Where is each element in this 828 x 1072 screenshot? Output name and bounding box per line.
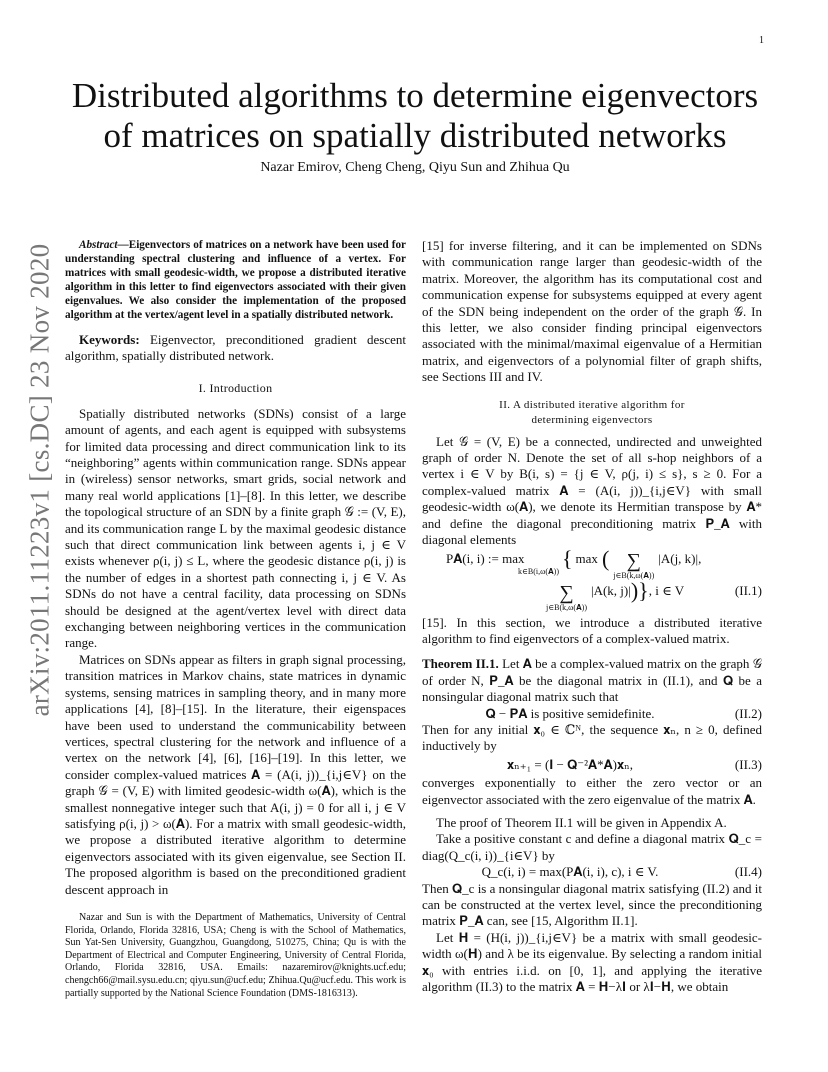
equation-II1 [446,545,762,613]
theorem-text-3: converges exponentially to either the zero vector or an eigenvector associated with the zero eigenvalue of the matrix 𝐀. [422,775,762,807]
eq-II1-number: (II.1) [734,582,762,598]
eq-II4-number: (II.4) [734,864,762,880]
eq-II1-term1: |A(j, k)|, [658,550,702,566]
theorem-label: Theorem II.1. [422,656,499,672]
theorem-text: Let 𝐀 be a complex-valued matrix on the graph 𝒢 of order N, 𝐏_𝐀 be the diagonal matrix in (II.1), and 𝐐 be a nonsingular diagonal matrix such that [422,656,762,705]
section-heading-2-line1: II. A distributed iterative algorithm for [499,398,685,411]
footnote [65,912,406,1000]
intro-paragraph-1: Spatially distributed networks (SDNs) consist of a large amount of agents, and each agent is equipped with subsystems for limited data processing and direct communication link to its “neighboring” agents within communication range. SDNs appear in (wireless) sensor networks, smart grids, social network and many real world applications [1]–[8]. In this letter, we describe the topological structure of an SDN by a finite graph 𝒢 := (V, E), and its communication range L by the maximal geodesic distance such that direct communication link between agents i, j ∈ V exists whenever ρ(i, j) ≤ L, where the geodesic distance ρ(i, j) is the number of edges in a shortest path connecting i, j ∈ V. As SDNs do not have a central facility, data processing on SDNs should be designed at the agent/vertex level with direct data exchanging between neighboring vertices in the communication range. [65,405,406,651]
page-number: 1 [759,35,764,46]
eq-II4-body: Q_c(i, i) = max(P𝐀(i, i), c), i ∈ V. [481,864,659,880]
section-heading-2-line2: determining eigenvectors [531,413,653,426]
author-list: Nazar Emirov, Cheng Cheng, Qiyu Sun and Zhihua Qu [260,160,570,175]
section-heading-introduction: I. Introduction [198,381,273,396]
keywords [65,332,406,365]
eq-II1-max-sub: k∈B(i,ω(𝐀)) [518,566,559,576]
eq-II3-body: 𝐱ₙ₊₁ = (𝐈 − 𝐐⁻²𝐀*𝐀)𝐱ₙ, [506,756,634,772]
left-column [65,238,406,898]
eq-II2-number: (II.2) [734,705,762,721]
right-column [422,238,762,995]
equation-II2 [422,706,762,722]
eq-II1-term2: |A(k, j)| [590,582,631,598]
keywords-label: Keywords: [79,331,140,347]
paper-title: Distributed algorithms to determine eigenvectors of matrices on spatially distributed networks [71,76,759,155]
eq-II1-inner-max: max [575,550,598,566]
arxiv-watermark [10,243,70,717]
eq-II1-sum-sub-2: j∈B(k,ω(𝐀)) [546,602,587,612]
eq-II1-sum-sub-1: j∈B(k,ω(𝐀)) [613,570,655,580]
footnote-text: Nazar and Sun is with the Department of Mathematics, University of Central Florida, Orlando, Florida 32816, USA; Cheng is with the School of Mathematics, Sun Yat-Sen University, Guangzhou, Guangdong, 510275, China; Qu is with the Department of Electrical and Computer Engineering, University of Central Florida, Orlando, Florida 32816, USA. Emails: nazaremirov@knights.ucf.edu; chengch66@mail.sysu.edu.cn; qiyu.sun@ucf.edu; Zhihua.Qu@ucf.edu. This work is partially supported by the National Science Foundation (DMS-1816313). [65,912,406,999]
section2-paragraph-4: Take a positive constant c and define a diagonal matrix 𝐐_c = diag(Q_c(i, i))_{i∈V} by [422,831,762,863]
theorem-II1 [422,656,762,705]
equation-II1-line1: P𝐀(i, i) := max k∈B(i,ω(𝐀)) { max ( ∑ j∈B(k,ω(𝐀)) |A(j, k)|, [446,545,702,580]
abstract [65,238,406,323]
section2-paragraph-5: Then 𝐐_c is a nonsingular diagonal matrix satisfying (II.2) and it can be constructed at the vertex level, since the preconditioning matrix 𝐏_𝐀 can, see [15, Algorithm II.1]. [422,880,762,929]
section2-paragraph-2: [15]. In this section, we introduce a distributed iterative algorithm to find eigenvectors of a complex-valued matrix. [422,614,762,646]
keywords-text: Eigenvector, preconditioned gradient descent algorithm, spatially distributed network. [65,331,406,363]
eq-II1-lhs: P𝐀(i, i) := max [446,550,525,566]
intro-paragraph-2: Matrices on SDNs appear as filters in graph signal processing, transition matrices in Markov chains, state matrices in dynamic systems, sensing matrices in sampling theory, and in many more applications [4], [8]–[15]. In the literature, their eigenspaces have been used to understand the communicability between vertices, spectral clustering for the network and influence of a vertex on the network [4], [6], [16]–[19]. In this letter, we consider complex-valued matrices 𝐀 = (A(i, j))_{i,j∈V} on the graph 𝒢 = (V, E) with limited geodesic-width ω(𝐀), which is the smallest nonnegative integer such that A(i, j) = 0 for all i, j ∈ V satisfying ρ(i, j) > ω(𝐀). For a matrix with small geodesic-width, we propose a distributed iterative algorithm to determine eigenvectors associated with its given eigenvalue, see Section II. The proposed algorithm is based on the preconditioned gradient descent approach in [65,651,406,897]
equation-II3 [422,757,762,773]
arxiv-id: arXiv:2011.11223v1 [cs.DC] 23 Nov 2020 [24,243,55,717]
right-paragraph-1: [15] for inverse filtering, and it can be implemented on SDNs with communication range larger than geodesic-width of the matrix. Moreover, the algorithm has its computational cost and communication expense for subsystems equipped at every agent of the SDN being independent on the order of the graph 𝒢. In this letter, we also consider finding principal eigenvectors associated with the minimal/maximal eigenvalue of a Hermitian matrix, and eigenvectors of a polynomial filter of graph shifts, see Sections III and IV. [422,238,762,385]
section2-paragraph-1: Let 𝒢 = (V, E) be a connected, undirected and unweighted graph of order N. Denote the set of all s-hop neighbors of a vertex i ∈ V by B(i, s) = {j ∈ V, ρ(j, i) ≤ s}, s ≥ 0. For a complex-valued matrix 𝐀 = (A(i, j))_{i,j∈V} with small geodesic-width ω(𝐀), we denote its Hermitian transpose by 𝐀* and define the diagonal preconditioning matrix 𝐏_𝐀 with diagonal elements [422,433,762,548]
eq-II1-tail: , i ∈ V [648,582,685,598]
section2-paragraph-6: Let 𝐇 = (H(i, j))_{i,j∈V} be a matrix with small geodesic-width ω(𝐇) and λ be its eigenvalue. By selecting a random initial 𝐱₀ with entries i.i.d. on [0, 1], and applying the iterative algorithm (II.3) to the matrix 𝐀 = 𝐇−λ𝐈 or λ𝐈−𝐇, we obtain [422,929,762,995]
abstract-text: —Eigenvectors of matrices on a network have been used for understanding spectral clustering and influence of a vertex. For matrices with small geodesic-width, we propose a distributed iterative algorithm in this letter to find eigenvectors associated with their given eigenvalues. We also consider the implementation of the proposed algorithm at the vertex/agent level in a spatially distributed network. [65,239,406,322]
section2-paragraph-3: The proof of Theorem II.1 will be given in Appendix A. [436,814,727,830]
equation-II1-line2: ∑ j∈B(k,ω(𝐀)) |A(k, j)| )} , i ∈ V (II.1) [546,577,762,612]
abstract-label: Abstract [79,239,118,251]
theorem-text-2: Then for any initial 𝐱₀ ∈ ℂᴺ, the sequence 𝐱ₙ, n ≥ 0, defined inductively by [422,721,762,754]
equation-II4 [422,864,762,880]
eq-II3-number: (II.3) [734,756,762,772]
eq-II2-body: 𝐐 − 𝐏𝐀 is positive semidefinite. [485,705,655,721]
